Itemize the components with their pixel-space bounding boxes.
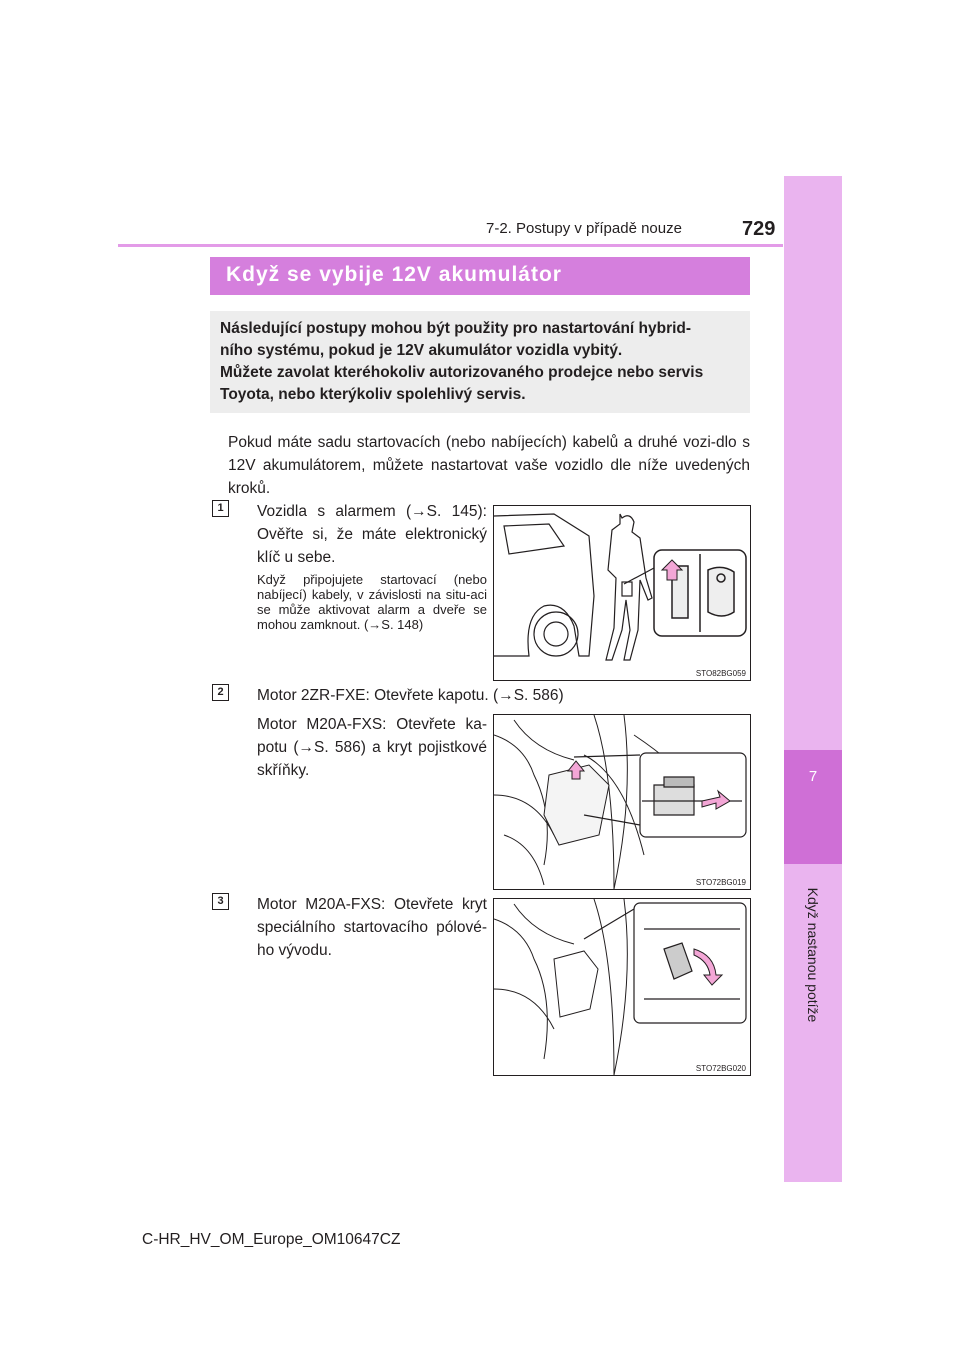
step-text: Vozidla s alarmem (→S. 145): Ověřte si, že máte elektronický klíč u sebe.: [257, 503, 487, 566]
section-title: 7-2. Postupy v případě nouze: [486, 220, 682, 237]
lead-paragraph: Pokud máte sadu startovacích (nebo nabíjecích) kabelů a druhé vozi-dlo s 12V akumulátorem, můžete nastartovat vaše vozidlo dle níže uvedených kroků.: [228, 434, 750, 497]
step-text: Motor M20A-FXS: Otevřete kryt speciálního startovacího pólové-ho vývodu.: [257, 896, 487, 959]
figure-key-check: [493, 505, 751, 681]
step-text: Motor 2ZR-FXE: Otevřete kapotu. (→S. 586): [257, 687, 564, 704]
intro-line: Můžete zavolat kteréhokoliv autorizovaného prodejce nebo servis: [220, 364, 704, 381]
page-number: 729: [742, 218, 776, 240]
step-number-badge: 3: [212, 893, 229, 910]
chapter-title: Když nastanou potíže: [805, 887, 821, 1023]
step-note: Když připojujete startovací (nebo nabíjecí) kabely, v závislosti na situ-aci se může aktivovat alarm a dveře se mohou zamknout. (→S. 148): [257, 572, 487, 632]
header-rule: [118, 244, 783, 247]
footer-document-code: C-HR_HV_OM_Europe_OM10647CZ: [142, 1231, 401, 1248]
intro-line: Toyota, nebo kterýkoliv spolehlivý servis.: [220, 386, 526, 403]
figure-fuse-box: [493, 714, 751, 890]
step-number-badge: 2: [212, 684, 229, 701]
car-and-person-illustration: [494, 506, 750, 680]
figure-code: STO82BG059: [695, 669, 746, 678]
side-tab-upper: [784, 176, 842, 750]
intro-line: ního systému, pokud je 12V akumulátor vozidla vybitý.: [220, 342, 623, 359]
step-number-badge: 1: [212, 500, 229, 517]
engine-bay-illustration: [494, 715, 750, 889]
step-text-secondary: Motor M20A-FXS: Otevřete ka-potu (→S. 586) a kryt pojistkové skříňky.: [257, 716, 487, 779]
figure-terminal-cover: [493, 898, 751, 1076]
figure-code: STO72BG020: [695, 1064, 746, 1073]
engine-bay-terminal-illustration: [494, 899, 750, 1075]
chapter-number: 7: [808, 768, 818, 785]
intro-line: Následující postupy mohou být použity pro nastartování hybrid-: [220, 320, 692, 337]
intro-text: [220, 318, 742, 406]
page-heading: Když se vybije 12V akumulátor: [226, 263, 562, 286]
figure-code: STO72BG019: [695, 878, 746, 887]
